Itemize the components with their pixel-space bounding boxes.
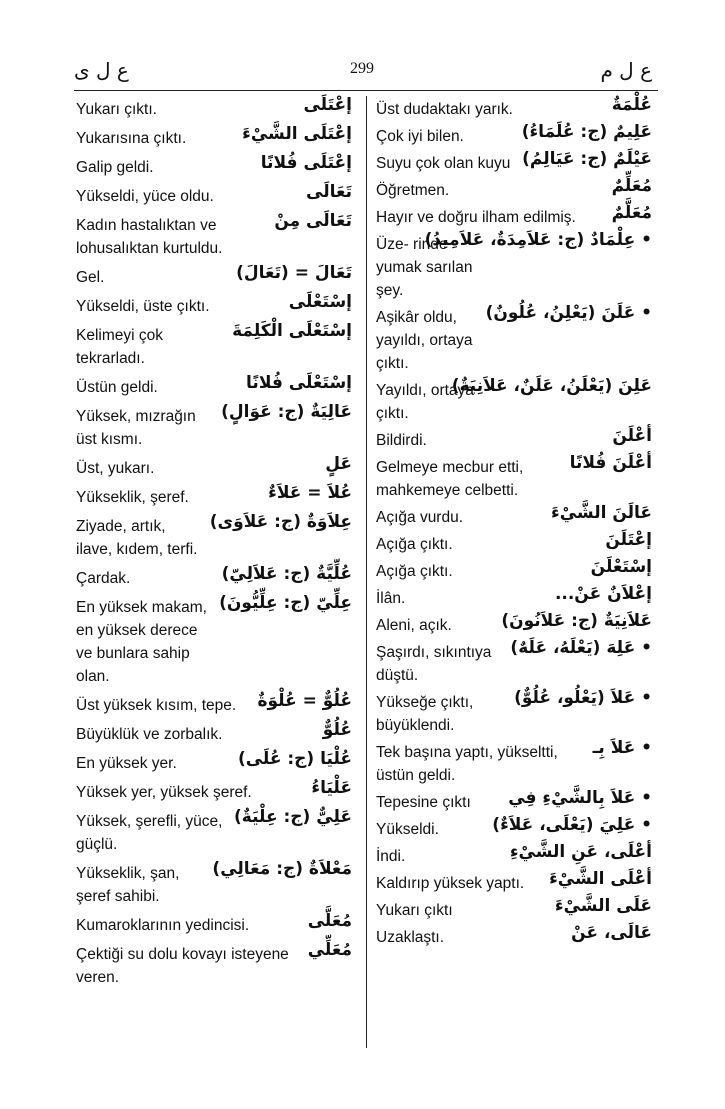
dictionary-entry	[376, 122, 652, 148]
entry-arabic-headword: عَلاَنِيَةٌ (ج: عَلاَنُونَ)	[501, 611, 652, 631]
header-root-letters-right: ع ل م	[600, 58, 652, 82]
entry-arabic-headword: مُعَلَّمٌ	[611, 203, 652, 223]
entry-translation: Çektiği su dolu kovayı isteyene veren.	[76, 946, 289, 986]
dictionary-entry	[76, 263, 352, 289]
dictionary-entry	[376, 638, 652, 687]
entry-translation: İndi.	[376, 848, 406, 865]
dictionary-entry	[76, 749, 352, 775]
entry-translation: Yükseklik, şeref.	[76, 489, 189, 506]
entry-arabic-headword: مَعْلاَةٌ (ج: مَعَالِي)	[212, 859, 352, 879]
entry-translation: Aleni, açık.	[376, 617, 452, 634]
dictionary-entry	[376, 176, 652, 202]
entry-arabic-headword: أعْلَنَ	[612, 426, 652, 446]
dictionary-entry	[376, 230, 652, 302]
entry-arabic-headword: عَالَنَ الشَّيْءَ	[551, 503, 652, 523]
dictionary-entry	[76, 512, 352, 561]
entry-arabic-headword: عَلِنَ (يَعْلَنُ، عَلَنٌ، عَلاَنِيَةٌ)	[451, 376, 652, 396]
dictionary-entry	[76, 807, 352, 856]
entry-translation: Çok iyi bilen.	[376, 128, 464, 145]
entry-translation: Kumaroklarının yedincisi.	[76, 917, 250, 934]
entry-translation: Öğretmen.	[376, 182, 450, 199]
entry-arabic-headword: أعْلَنَ فُلانًا	[569, 453, 652, 473]
dictionary-entry	[76, 691, 352, 717]
dictionary-entry	[376, 376, 652, 425]
entry-translation: Suyu çok olan kuyu	[376, 155, 511, 172]
dictionary-entry	[376, 923, 652, 949]
entry-arabic-headword: إسْتَعْلَى	[288, 292, 352, 312]
entry-translation: Yükseğe çıktı, büyüklendi.	[376, 694, 474, 734]
entry-arabic-headword: • عَلَنَ (يَعْلِنُ، عُلُونٌ)	[485, 303, 652, 323]
dictionary-entry	[76, 720, 352, 746]
entry-translation: Üst, yukarı.	[76, 460, 155, 477]
right-column	[376, 95, 652, 953]
dictionary-entry	[376, 896, 652, 922]
entry-arabic-headword: إعْلاَنٌ عَنْ...	[554, 584, 652, 604]
page-header	[60, 56, 660, 88]
entry-arabic-headword: عَلِيمٌ (ج: عُلَمَاءُ)	[521, 122, 652, 142]
entry-translation: En yüksek makam, en yüksek derece ve bunlara sahip olan.	[76, 599, 207, 685]
entry-translation: Hayır ve doğru ilham edilmiş.	[376, 209, 576, 226]
entry-arabic-headword: عُلْمَةٌ	[611, 95, 652, 115]
entry-translation: Üst dudaktakı yarık.	[376, 101, 513, 118]
entry-translation: Yukarı çıktı	[376, 902, 453, 919]
entry-translation: Uzaklaştı.	[376, 929, 445, 946]
entry-arabic-headword: عُلُوٌّ = عُلْوَةٌ	[257, 691, 352, 711]
dictionary-entry	[376, 788, 652, 814]
entry-translation: En yüksek yer.	[76, 755, 177, 772]
entry-arabic-headword: عَالِيَةٌ (ج: عَوَالٍ)	[221, 402, 352, 422]
entry-arabic-headword: • عَلاَ (يَعْلُو، عُلُوٌّ)	[514, 688, 652, 708]
entry-translation: Yayıldı, ortaya çıktı.	[376, 382, 474, 422]
entry-arabic-headword: عُلاَ = عَلاَءٌ	[268, 483, 352, 503]
entry-arabic-headword: إعْتَلَنَ	[605, 530, 652, 550]
dictionary-entry	[376, 95, 652, 121]
entry-arabic-headword: • عِلْمَادٌ (ج: عَلاَمِدَةٌ، عَلاَمِيدُ)	[424, 230, 652, 250]
entry-translation: Gel.	[76, 269, 105, 286]
entry-arabic-headword: • عَلِهَ (يَعْلَهُ، عَلَهٌ)	[510, 638, 652, 658]
dictionary-entry	[76, 859, 352, 908]
entry-arabic-headword: عَالَى، عَنْ	[571, 923, 652, 943]
dictionary-entry	[376, 303, 652, 375]
entry-arabic-headword: إسْتَعْلَى الْكَلِمَةَ	[232, 321, 352, 341]
dictionary-entry	[76, 911, 352, 937]
entry-translation: Çardak.	[76, 570, 131, 587]
dictionary-entry	[376, 738, 652, 787]
entry-translation: Bildirdi.	[376, 432, 427, 449]
entry-translation: İlân.	[376, 590, 406, 607]
entry-translation: Açığa vurdu.	[376, 509, 464, 526]
entry-arabic-headword: إعْتَلَى الشَّيْءَ	[242, 124, 352, 144]
dictionary-entry	[376, 149, 652, 175]
page-number: 299	[350, 60, 374, 77]
entry-translation: Galip geldi.	[76, 159, 154, 176]
dictionary-entry	[376, 453, 652, 502]
entry-arabic-headword: تَعَالَى مِنْ	[274, 211, 352, 231]
entry-translation: Yükseldi, üste çıktı.	[76, 298, 210, 315]
dictionary-entry	[376, 584, 652, 610]
dictionary-entry	[376, 203, 652, 229]
entry-translation: Üst yüksek kısım, tepe.	[76, 697, 237, 714]
entry-arabic-headword: عُلُوٌّ	[322, 720, 352, 740]
entry-translation: Yükseldi.	[376, 821, 439, 838]
dictionary-entry	[76, 211, 352, 260]
dictionary-entry	[76, 402, 352, 451]
entry-arabic-headword: تَعَالَى	[306, 182, 352, 202]
entry-arabic-headword: عِلاَوَةٌ (ج: عَلاَوَى)	[209, 512, 352, 532]
dictionary-entry	[376, 869, 652, 895]
entry-arabic-headword: تَعَالَ = (تَعَالَ)	[236, 263, 352, 283]
dictionary-entry	[376, 426, 652, 452]
entry-arabic-headword: عِلِّيّ (ج: عِلِّيُّونَ)	[219, 593, 352, 613]
entry-arabic-headword: عُلْيَا (ج: عُلَى)	[237, 749, 352, 769]
entry-arabic-headword: • عَلِيَ (يَعْلَى، عَلاَءٌ)	[492, 815, 652, 835]
entry-arabic-headword: عَلٍ	[325, 454, 352, 474]
entry-arabic-headword: • عَلاَ بِـ	[592, 738, 652, 758]
entry-arabic-headword: إعْتَلَى فُلانًا	[260, 153, 352, 173]
dictionary-entry	[76, 95, 352, 121]
entry-translation: Yüksek yer, yüksek şeref.	[76, 784, 252, 801]
entry-arabic-headword: إعْتَلَى	[303, 95, 352, 115]
left-column	[76, 95, 352, 995]
entry-arabic-headword: عَلِيٌّ (ج: عِلْيَةٌ)	[234, 807, 352, 827]
entry-translation: Büyüklük ve zorbalık.	[76, 726, 223, 743]
entry-translation: Kelimeyi çok tekrarladı.	[76, 327, 163, 367]
dictionary-entry	[76, 564, 352, 590]
dictionary-entry	[76, 321, 352, 370]
entry-arabic-headword: عُلِّيَّةٌ (ج: عَلاَلِيّ)	[221, 564, 352, 584]
dictionary-entry	[76, 454, 352, 480]
dictionary-entry	[76, 940, 352, 989]
header-rule	[74, 90, 658, 91]
dictionary-entry	[376, 557, 652, 583]
dictionary-entry	[376, 815, 652, 841]
dictionary-entry	[376, 503, 652, 529]
dictionary-entry	[76, 292, 352, 318]
entry-arabic-headword: مُعَلِّي	[307, 940, 352, 960]
entry-translation: Kaldırıp yüksek yaptı.	[376, 875, 525, 892]
dictionary-entry	[76, 373, 352, 399]
dictionary-entry	[76, 593, 352, 688]
dictionary-entry	[76, 182, 352, 208]
dictionary-entry	[376, 842, 652, 868]
entry-translation: Tepesine çıktı	[376, 794, 471, 811]
entry-translation: Tek başına yaptı, yükseltti, üstün geldi.	[376, 744, 558, 784]
entry-translation: Kadın hastalıktan ve lohusalıktan kurtuldu.	[76, 217, 223, 257]
entry-translation: Açığa çıktı.	[376, 536, 453, 553]
entry-arabic-headword: • عَلاَ بِالشَّيْءِ فِي	[508, 788, 652, 808]
entry-translation: Yukarısına çıktı.	[76, 130, 187, 147]
entry-arabic-headword: مُعَلَّى	[307, 911, 352, 931]
entry-translation: Yükseldi, yüce oldu.	[76, 188, 214, 205]
entry-arabic-headword: عَلْيَاءُ	[311, 778, 352, 798]
entry-translation: Aşikâr oldu, yayıldı, ortaya çıktı.	[376, 309, 473, 372]
entry-translation: Yüksek, mızrağın üst kısmı.	[76, 408, 196, 448]
entry-translation: Üstün geldi.	[76, 379, 158, 396]
entry-translation: Yukarı çıktı.	[76, 101, 157, 118]
dictionary-entry	[376, 688, 652, 737]
entry-arabic-headword: عَلَى الشَّيْءَ	[554, 896, 652, 916]
entry-translation: Üze- rinde yumak sarılan şey.	[376, 236, 473, 299]
column-divider	[366, 96, 367, 1048]
entry-arabic-headword: مُعَلِّمٌ	[611, 176, 652, 196]
dictionary-entry	[376, 530, 652, 556]
dictionary-entry	[376, 611, 652, 637]
dictionary-entry	[76, 483, 352, 509]
dictionary-entry	[76, 778, 352, 804]
header-root-letters-left: ع ل ی	[74, 58, 129, 82]
entry-translation: Yüksek, şerefli, yüce, güçlü.	[76, 813, 223, 853]
entry-translation: Gelmeye mecbur etti, mahkemeye celbetti.	[376, 459, 524, 499]
entry-translation: Ziyade, artık, ilave, kıdem, terfi.	[76, 518, 198, 558]
dictionary-entry	[76, 153, 352, 179]
entry-arabic-headword: إسْتَعْلَنَ	[590, 557, 652, 577]
entry-arabic-headword: أعْلَى، عَنِ الشَّيْءِ	[509, 842, 652, 862]
dictionary-entry	[76, 124, 352, 150]
entry-translation: Şaşırdı, sıkıntıya düştü.	[376, 644, 492, 684]
entry-arabic-headword: إسْتَعْلَى فُلانًا	[246, 373, 352, 393]
entry-translation: Yükseklik, şan, şeref sahibi.	[76, 865, 180, 905]
entry-translation: Açığa çıktı.	[376, 563, 453, 580]
entry-arabic-headword: أعْلَى الشَّيْءَ	[549, 869, 652, 889]
entry-arabic-headword: عَيْلَمٌ (ج: عَيَالِمُ)	[522, 149, 652, 169]
